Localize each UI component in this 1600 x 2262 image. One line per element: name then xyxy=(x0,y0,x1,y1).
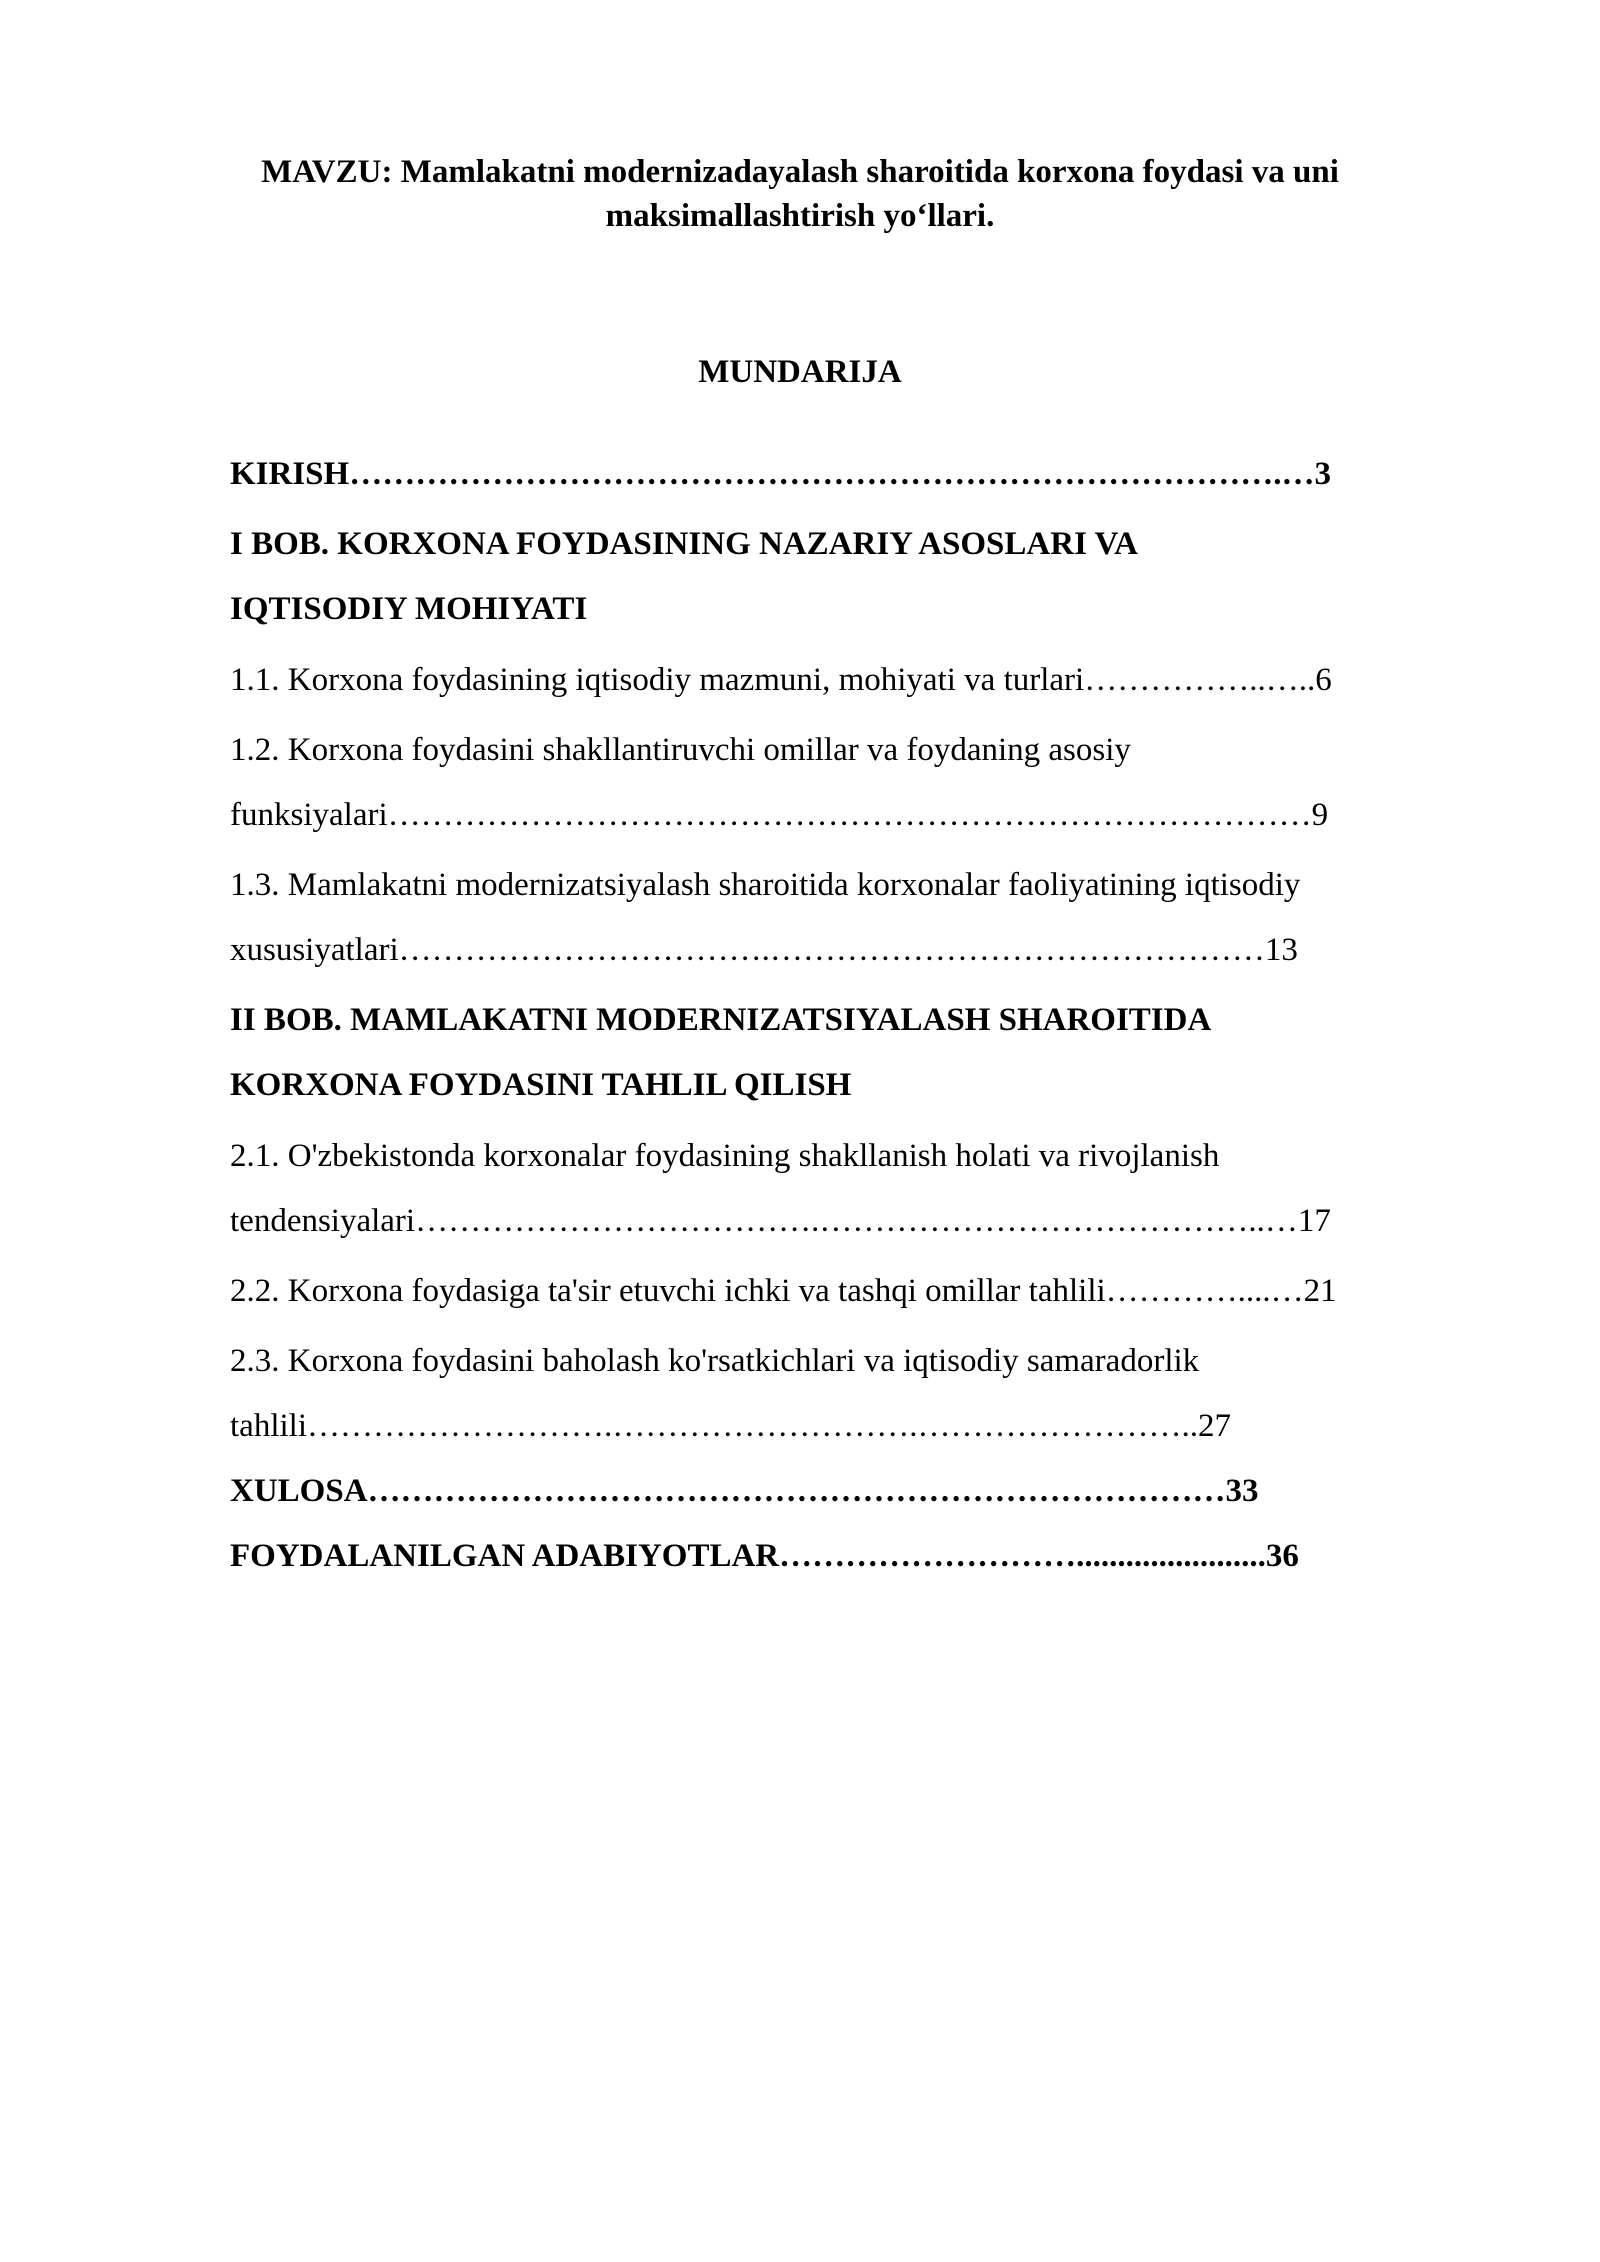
toc-entry-xulosa: XULOSA……………………………………………………………………33 xyxy=(230,1473,1259,1509)
toc-section-1-1: 1.1. Korxona foydasining iqtisodiy mazmuni, mohiyati va turlari……………..…..6 xyxy=(230,662,1332,698)
toc-chapter-2-line-2: KORXONA FOYDASINI TAHLIL QILISH xyxy=(230,1067,852,1103)
topic-title-line-1: MAVZU: Mamlakatni modernizadayalash sharoitida korxona foydasi va uni xyxy=(261,154,1339,190)
toc-section-2-3-line-1: 2.3. Korxona foydasini baholash ko'rsatkichlari va iqtisodiy samaradorlik xyxy=(230,1343,1200,1379)
toc-section-1-3-line-2: xususiyatlari…………………………….………………………………………13 xyxy=(230,932,1298,968)
topic-title-line-2: maksimallashtirish yo‘llari. xyxy=(605,198,995,234)
toc-chapter-2-line-1: II BOB. MAMLAKATNI MODERNIZATSIYALASH SHAROITIDA xyxy=(230,1002,1212,1038)
toc-section-2-2: 2.2. Korxona foydasiga ta'sir etuvchi ichki va tashqi omillar tahlili…………....…21 xyxy=(230,1273,1337,1309)
toc-entry-adabiyotlar: FOYDALANILGAN ADABIYOTLAR……………………….......................36 xyxy=(230,1538,1299,1574)
topic-title xyxy=(200,150,1400,238)
toc-section-1-3-line-1: 1.3. Mamlakatni modernizatsiyalash sharoitida korxonalar faoliyatining iqtisodiy xyxy=(230,867,1301,903)
toc-section-2-3-line-2: tahlili……………………….……………………….……………………..27 xyxy=(230,1408,1231,1444)
toc-section-2-1-line-1: 2.1. O'zbekistonda korxonalar foydasining shakllanish holati va rivojlanish xyxy=(230,1138,1220,1174)
contents-heading: MUNDARIJA xyxy=(698,354,902,390)
toc-entry-kirish: KIRISH………………………………………………………………………….…3 xyxy=(230,456,1331,492)
toc-section-2-1-line-2: tendensiyalari……………………………….…………………………………..…17 xyxy=(230,1203,1331,1239)
toc-chapter-1-line-1: I BOB. KORXONA FOYDASINING NAZARIY ASOSLARI VA xyxy=(230,526,1138,562)
toc-chapter-1-line-2: IQTISODIY MOHIYATI xyxy=(230,591,588,627)
toc-section-1-2-line-2: funksiyalari…………………………………………………………………………9 xyxy=(230,797,1329,833)
toc-section-1-2-line-1: 1.2. Korxona foydasini shakllantiruvchi omillar va foydaning asosiy xyxy=(230,732,1131,768)
